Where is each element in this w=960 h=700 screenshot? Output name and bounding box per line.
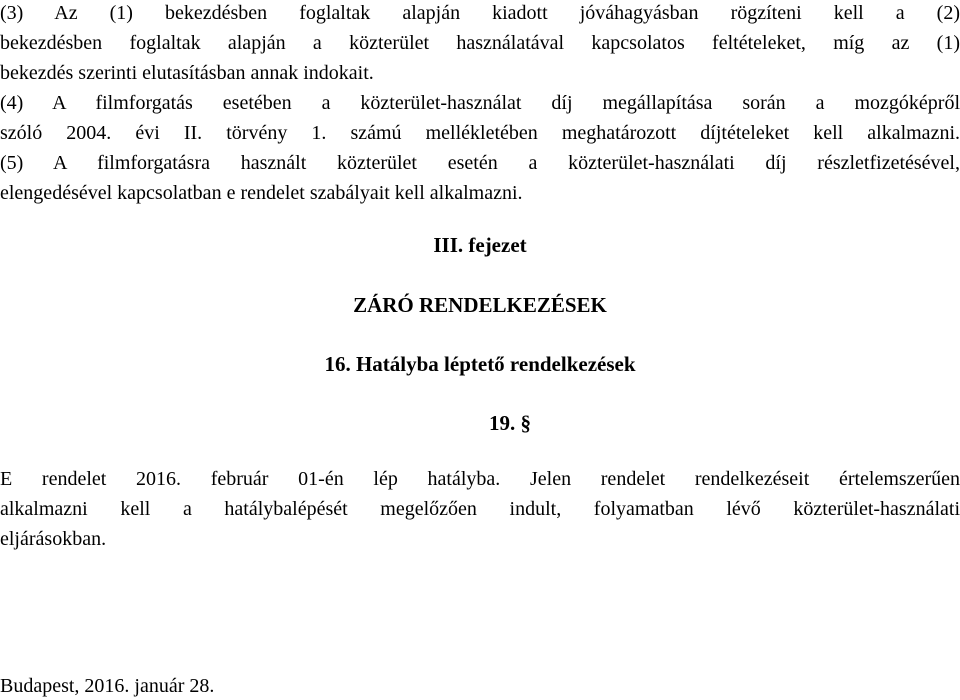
final-paragraph-line-3: eljárásokban. [0,528,107,550]
paragraph-5-line-1: (5) A filmforgatásra használt közterület esetén a közterület-használati díj részletfizetésével, [0,152,960,174]
subsection-heading: 16. Hatályba léptető rendelkezések [324,352,636,376]
chapter-heading: III. fejezet [433,233,527,257]
paragraph-4-line-1: (4) A filmforgatás esetében a közterület-használat díj megállapítása során a mozgóképről [0,92,960,114]
paragraph-3-line-3: bekezdés szerinti elutasításban annak indokait. [0,62,374,84]
paragraph-5-line-2: elengedésével kapcsolatban e rendelet szabályait kell alkalmazni. [0,182,523,204]
paragraph-3-line-1: (3) Az (1) bekezdésben foglaltak alapján kiadott jóváhagyásban rögzíteni kell a (2) [0,2,960,24]
section-number: 19. § [489,411,531,435]
signature-date-line: Budapest, 2016. január 28. [0,675,215,697]
paragraph-4-line-2: szóló 2004. évi II. törvény 1. számú mellékletében meghatározott díjtételeket kell alkalmazni. [0,122,960,144]
final-paragraph-line-1: E rendelet 2016. február 01-én lép hatályba. Jelen rendelet rendelkezéseit értelemszerűen [0,468,960,490]
final-paragraph-line-2: alkalmazni kell a hatálybalépését megelőzően indult, folyamatban lévő közterület-használati [0,498,960,520]
paragraph-3-line-2: bekezdésben foglaltak alapján a közterület használatával kapcsolatos feltételeket, míg az (1) [0,32,960,54]
chapter-title: ZÁRÓ RENDELKEZÉSEK [353,293,607,317]
